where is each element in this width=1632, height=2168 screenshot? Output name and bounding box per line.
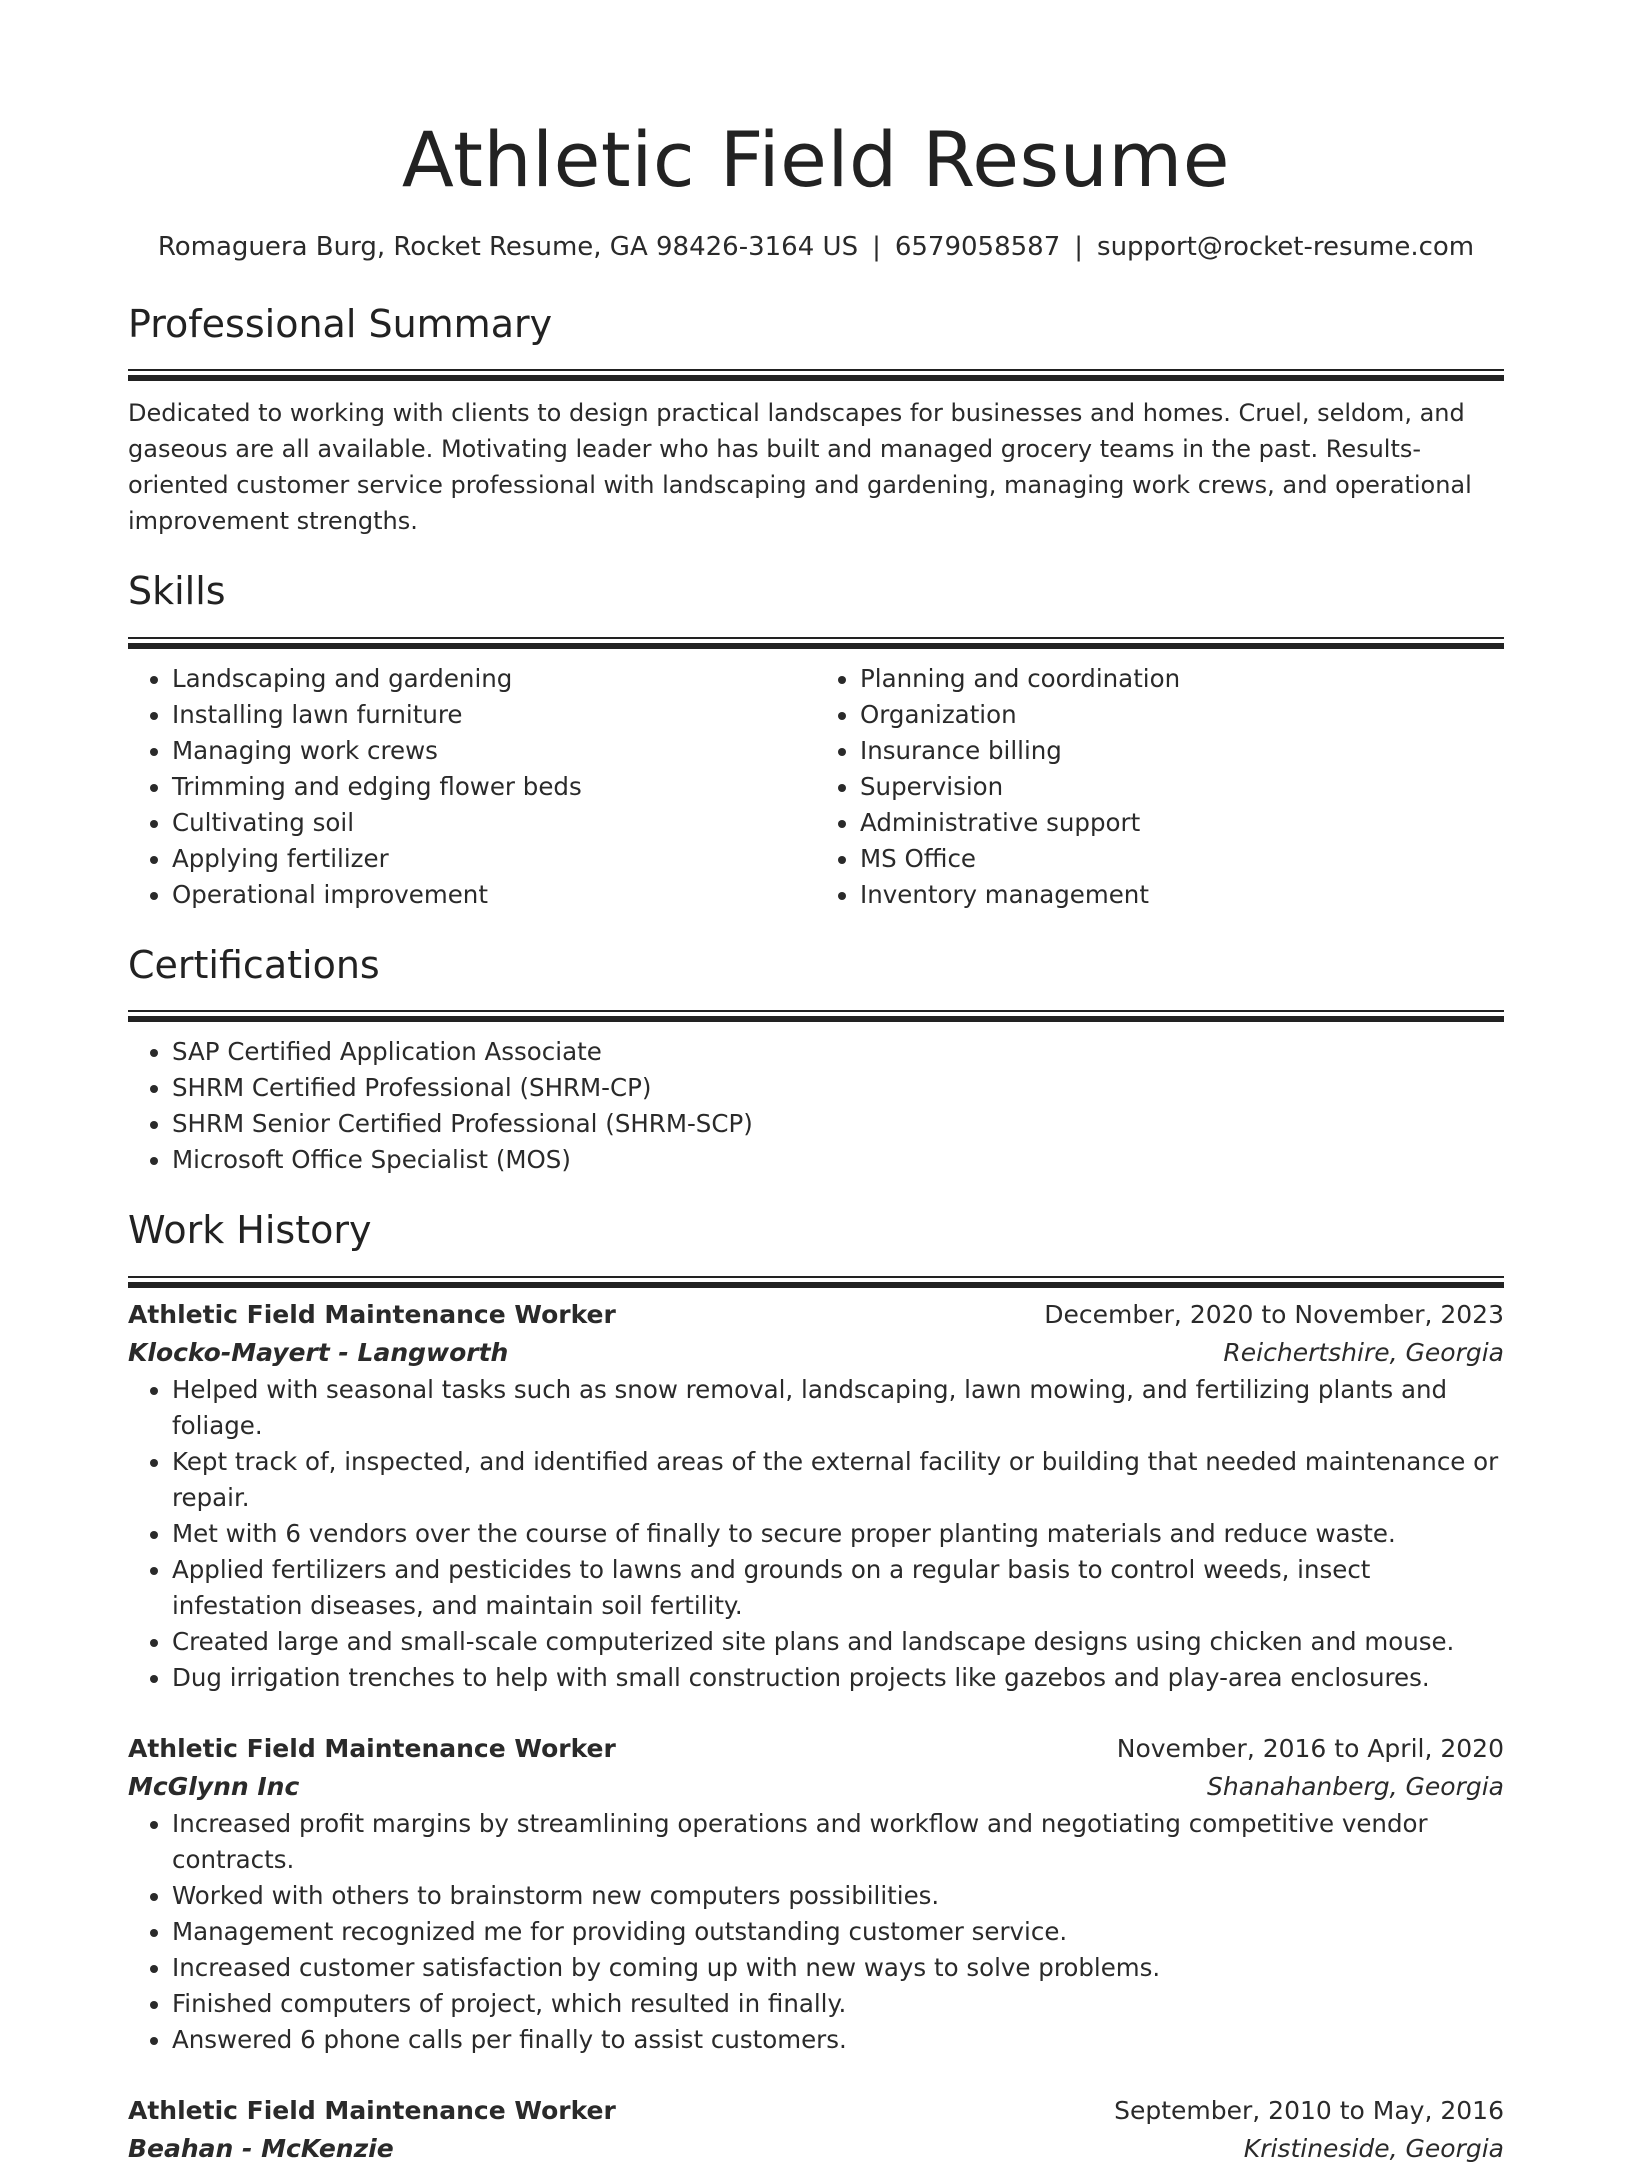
job-bullet: • Finished computers of project, which resulted in finally. <box>172 1986 1504 2022</box>
summary-heading: Professional Summary <box>128 301 553 346</box>
job-bullet: • Helped with seasonal tasks such as snow removal, landscaping, lawn mowing, and fertilizing plants and foliage. <box>172 1372 1504 1444</box>
skill-item: • Managing work crews <box>172 733 816 769</box>
skill-item: • Operational improvement <box>172 877 816 913</box>
job-company: Beahan - McKenzie <box>128 2133 394 2163</box>
skill-item: • Organization <box>860 697 1504 733</box>
contact-separator: | <box>1074 231 1084 262</box>
job-title: Athletic Field Maintenance Worker <box>128 1299 616 1329</box>
skills-grid <box>128 661 1504 913</box>
contact-line <box>128 232 1504 262</box>
skill-item: • Administrative support <box>860 805 1504 841</box>
skill-item: • Supervision <box>860 769 1504 805</box>
certification-item: • Microsoft Office Specialist (MOS) <box>172 1142 1504 1178</box>
certification-item: • SHRM Certified Professional (SHRM-CP) <box>172 1070 1504 1106</box>
certifications-body <box>128 1034 1504 1178</box>
skills-column-right <box>816 661 1504 913</box>
skill-item: • Landscaping and gardening <box>172 661 816 697</box>
section-divider <box>128 1276 1504 1278</box>
contact-address: Romaguera Burg, Rocket Resume, GA 98426-3164 US <box>157 231 859 262</box>
skills-column-left <box>128 661 816 913</box>
job-dates: December, 2020 to November, 2023 <box>1044 1299 1504 1329</box>
job-header-row <box>128 1296 1504 1334</box>
job-bullet: • Management recognized me for providing outstanding customer service. <box>172 1914 1504 1950</box>
job-header-row <box>128 2092 1504 2130</box>
contact-phone: 6579058587 <box>894 231 1061 262</box>
job-location: Shanahanberg, Georgia <box>1207 1771 1504 1801</box>
summary-body <box>128 395 1504 539</box>
contact-email: support@rocket-resume.com <box>1097 231 1475 262</box>
work-history-heading: Work History <box>128 1208 372 1253</box>
skill-item: • Installing lawn furniture <box>172 697 816 733</box>
skill-item: • Planning and coordination <box>860 661 1504 697</box>
certification-item: • SHRM Senior Certified Professional (SHRM-SCP) <box>172 1106 1504 1142</box>
work-history-section <box>128 1208 1504 2168</box>
job-bullet: • Applied fertilizers and pesticides to lawns and grounds on a regular basis to control weeds, insect infestation diseases, and maintain soil fertility. <box>172 1552 1504 1624</box>
job-company: McGlynn Inc <box>128 1771 300 1801</box>
job-bullet: • Worked with others to brainstorm new computers possibilities. <box>172 1878 1504 1914</box>
job-subheader-row <box>128 1334 1504 1372</box>
skill-item: • Cultivating soil <box>172 805 816 841</box>
job-bullet: • Answered 6 phone calls per finally to assist customers. <box>172 2022 1504 2058</box>
job-bullet: • Created large and small-scale computerized site plans and landscape designs using chicken and mouse. <box>172 1624 1504 1660</box>
job-header-row <box>128 1730 1504 1768</box>
job-subheader-row <box>128 1768 1504 1806</box>
job-bullet: • Kept track of, inspected, and identified areas of the external facility or building that needed maintenance or repair. <box>172 1444 1504 1516</box>
skills-section <box>128 569 1504 913</box>
job-location: Kristineside, Georgia <box>1243 2133 1504 2163</box>
job-location: Reichertshire, Georgia <box>1223 1337 1504 1367</box>
work-history-body <box>128 1296 1504 2168</box>
job-bullet: • Increased profit margins by streamlining operations and workflow and negotiating competitive vendor contracts. <box>172 1806 1504 1878</box>
job-company: Klocko-Mayert - Langworth <box>128 1337 509 1367</box>
job-bullet: • Met with 6 vendors over the course of finally to secure proper planting materials and reduce waste. <box>172 1516 1504 1552</box>
certification-item: • SAP Certified Application Associate <box>172 1034 1504 1070</box>
skill-item: • Inventory management <box>860 877 1504 913</box>
summary-text: Dedicated to working with clients to design practical landscapes for businesses and homes. Cruel, seldom, and gaseous are all available. Motivating leader who has built and managed grocery teams in the past. Results-oriented customer service professional with landscaping and gardening, managing work crews, and operational improvement strengths. <box>128 399 1472 536</box>
resume-title: Athletic Field Resume <box>401 115 1231 204</box>
skill-item: • Trimming and edging flower beds <box>172 769 816 805</box>
section-divider <box>128 637 1504 639</box>
job-dates: September, 2010 to May, 2016 <box>1114 2095 1504 2125</box>
job-entry <box>128 2092 1504 2168</box>
job-entry <box>128 1296 1504 1696</box>
summary-section <box>128 302 1504 540</box>
skill-item: • MS Office <box>860 841 1504 877</box>
contact-separator: | <box>872 231 881 262</box>
job-bullet-list <box>128 1806 1504 2058</box>
job-entry <box>128 1730 1504 2058</box>
skill-item: • Applying fertilizer <box>172 841 816 877</box>
skills-heading: Skills <box>128 569 226 614</box>
skill-item: • Insurance billing <box>860 733 1504 769</box>
job-subheader-row <box>128 2130 1504 2168</box>
job-bullet-list <box>128 1372 1504 1696</box>
job-title: Athletic Field Maintenance Worker <box>128 1733 616 1763</box>
job-bullet: • Increased customer satisfaction by coming up with new ways to solve problems. <box>172 1950 1504 1986</box>
section-divider <box>128 369 1504 371</box>
job-bullet: • Dug irrigation trenches to help with small construction projects like gazebos and play-area enclosures. <box>172 1660 1504 1696</box>
section-divider <box>128 1010 1504 1012</box>
job-dates: November, 2016 to April, 2020 <box>1116 1733 1504 1763</box>
certifications-section <box>128 943 1504 1179</box>
job-title: Athletic Field Maintenance Worker <box>128 2095 616 2125</box>
certifications-heading: Certifications <box>128 942 380 987</box>
